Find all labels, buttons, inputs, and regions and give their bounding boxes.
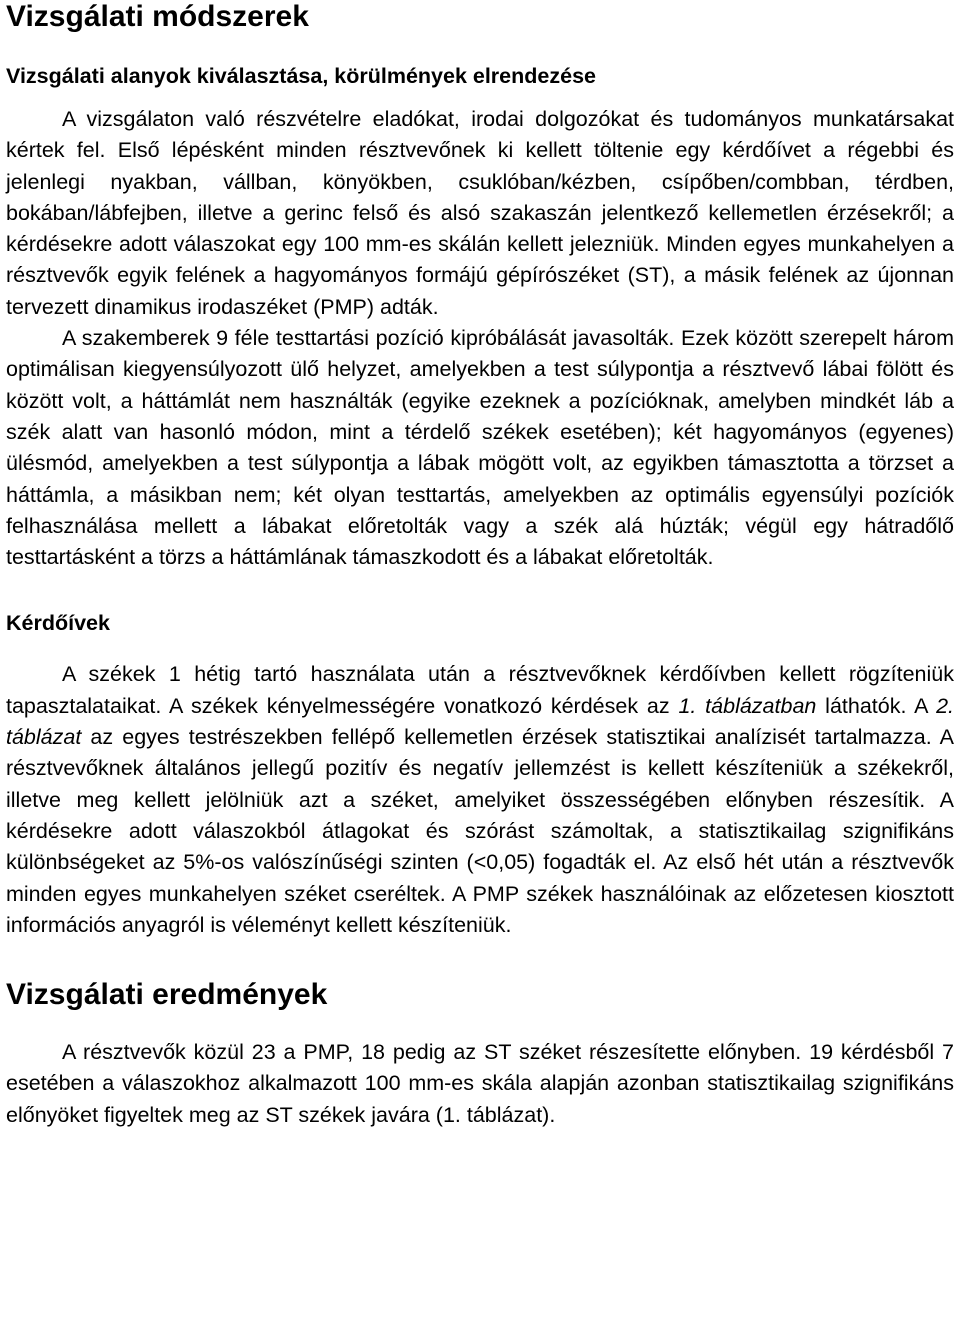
table-2-reference: 2. táblázat <box>6 693 954 750</box>
table-1-reference: 1. táblázatban <box>678 693 817 718</box>
methods-heading: Vizsgálati módszerek <box>6 0 309 33</box>
questionnaires-paragraph <box>6 659 954 941</box>
subjects-paragraph-1: A vizsgálaton való részvételre eladókat, irodai dolgozókat és tudományos munkatársakat kértek fel. Első lépésként minden résztvevőnek ki kellett töltenie egy kérdőívet a régebbi és jelenlegi nyakban, vállban, könyökben, csuklóban/kézben, csípőben/combban, térdben, bokában/lábfejben, illetve a gerinc felső és alsó szakaszán jelentkező kellemetlen érzésekről; a kérdésekre adott válaszokat egy 100 mm-es skálán kellett jelezniük. Minden egyes munkahelyen a résztvevők egyik felének a hagyományos formájú gépírószéket (ST), a másik felének az újonnan tervezett dinamikus irodaszéket (PMP) adták. <box>6 107 954 319</box>
results-heading: Vizsgálati eredmények <box>6 978 328 1012</box>
subjects-paragraph-2: A szakemberek 9 féle testtartási pozíció kipróbálását javasolták. Ezek között szerepelt három optimálisan kiegyensúlyozott ülő helyzet, amelyekben a test súlypontja a résztvevő lábai fölött és között volt, a háttámlát nem használták (egyike ezeknek a pozícióknak, amelyben mindkét láb a szék alatt van hasonló módon, mint a térdelő székek esetében); két hagyományos (egyenes) ülésmód, amelyekben a test súlypontja a lábak mögött volt, az egyikben támasztotta a törzset a háttámla, a másikban nem; két olyan testtartás, amelyekben az optimális egyensúlyi pozíciók felhasználása mellett a lábakat előretolták vagy a szék alá húzták; végül egy hátradőlő testtartásként a törzs a háttámlának támaszkodott és a lábakat előretolták. <box>6 326 954 570</box>
paragraph-text: az egyes testrészekben fellépő kellemetlen érzések statisztikai analízisét tartalmazza. A résztvevőknek általános jellegű pozitív és negatív jellemzést is kellett készíteniük a székekről, illetve meg kellett jelölniük azt a széket, amelyiket összességében előnyben részesítik. A kérdésekre adott válaszokból átlagokat és szórást számoltak, a statisztikailag szignifikáns különbségeket az 5%-os valószínűségi szinten (<0,05) fogadták el. Az első hét után a résztvevők minden egyes munkahelyen széket cseréltek. A PMP székek használóinak az előzetesen kiosztott információs anyagról is véleményt kellett készíteniük. <box>6 725 954 937</box>
subjects-subheading: Vizsgálati alanyok kiválasztása, körülmények elrendezése <box>6 64 596 88</box>
paragraph-text: A székek 1 hétig tartó használata után a résztvevőknek kérdőívben kellett rögzíteniük tapasztalataikat. A székek kényelmességére vonatkozó kérdések az <box>6 662 954 718</box>
document-page <box>6 0 954 1131</box>
paragraph-text: láthatók. A <box>816 693 937 718</box>
questionnaires-subheading: Kérdőívek <box>6 611 110 636</box>
results-paragraph: A résztvevők közül 23 a PMP, 18 pedig az ST széket részesítette előnyben. 19 kérdésből 7 esetében a válaszokhoz alkalmazott 100 mm-es skála alapján azonban statisztikailag szignifikáns előnyöket figyeltek meg az ST székek javára (1. táblázat). <box>6 1040 954 1127</box>
